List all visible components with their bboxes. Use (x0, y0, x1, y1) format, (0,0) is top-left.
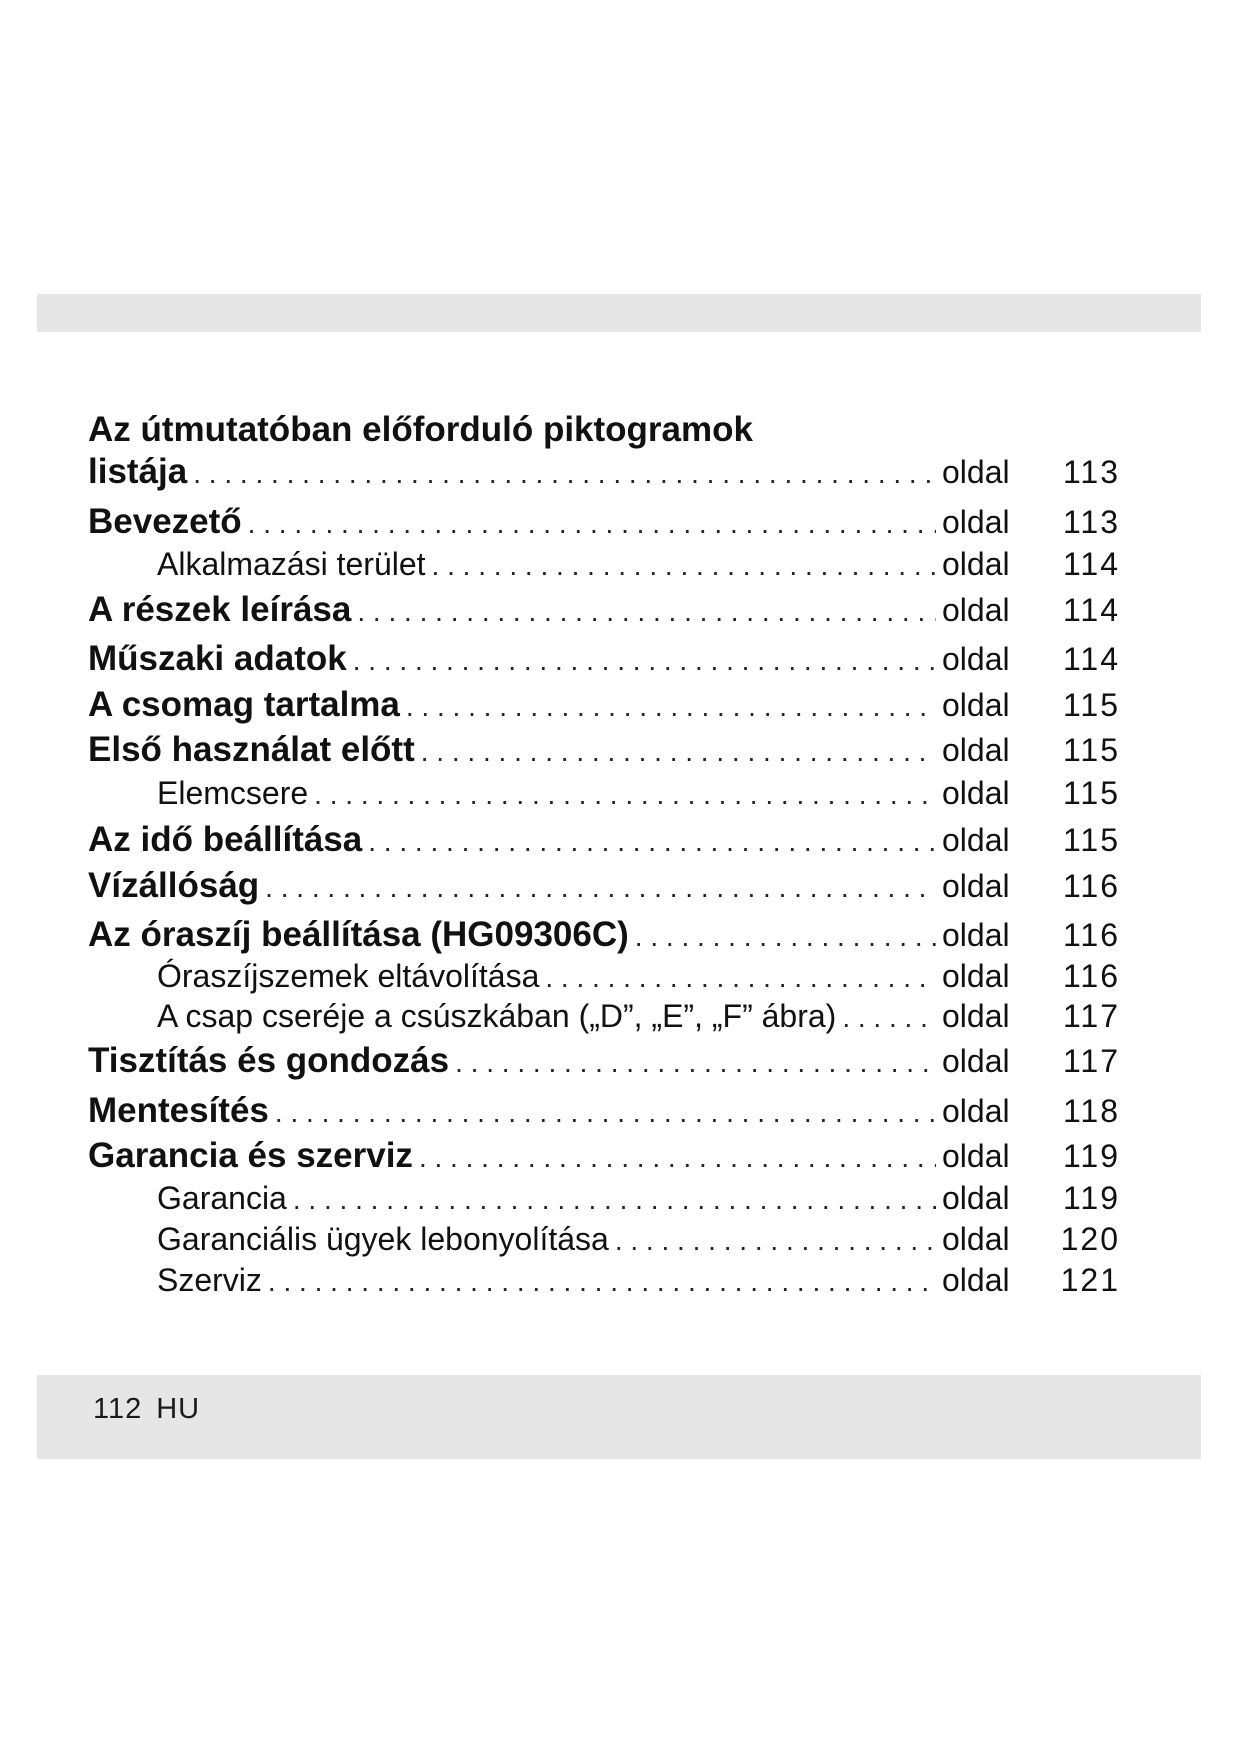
toc-entry[interactable] (88, 639, 1120, 679)
toc-entry-page: 120 (1060, 1221, 1120, 1257)
toc-entry[interactable] (88, 1136, 1120, 1176)
toc-entry-page: 113 (1062, 504, 1120, 540)
toc-entry-oldal: oldal (942, 1180, 1010, 1216)
toc-entry-oldal: oldal (942, 1138, 1010, 1174)
toc-entry[interactable] (88, 685, 1120, 725)
toc-entry-page: 119 (1062, 1138, 1120, 1174)
toc-entry[interactable] (88, 820, 1120, 860)
toc-subentry[interactable] (157, 775, 1120, 815)
dot-leader (275, 1097, 936, 1129)
toc-entry-title: listája (88, 452, 188, 491)
toc-entry-page: 114 (1062, 641, 1120, 677)
toc-entry-page: 114 (1062, 592, 1120, 628)
toc-entry-oldal: oldal (942, 868, 1010, 904)
dot-leader (615, 1225, 936, 1257)
toc-entry[interactable] (88, 590, 1120, 630)
toc-entry-oldal: oldal (942, 732, 1010, 768)
toc-entry-oldal: oldal (942, 958, 1010, 994)
toc-entry-page: 117 (1062, 1043, 1120, 1079)
toc-entry[interactable] (88, 730, 1120, 770)
toc-subentry[interactable] (157, 1262, 1120, 1302)
dot-leader (368, 826, 936, 858)
page-footer (93, 1393, 214, 1426)
page-number: 112 (93, 1393, 143, 1425)
toc-entry-title: A csap cseréje a csúszkában („D”, „E”, „F” ábra) (157, 998, 837, 1034)
toc-entry-title: A csomag tartalma (88, 685, 400, 724)
toc-subentry[interactable] (157, 1180, 1120, 1220)
toc-entry-title: Óraszíjszemek eltávolítása (157, 958, 540, 994)
toc-entry-page: 115 (1062, 775, 1120, 811)
toc-entry[interactable] (88, 452, 1120, 492)
dot-leader (455, 1047, 936, 1079)
language-code: HU (156, 1393, 201, 1425)
toc-entry-title: Műszaki adatok (88, 639, 347, 678)
dot-leader (268, 1266, 936, 1298)
toc-entry[interactable] (88, 915, 1120, 955)
toc-entry-page: 115 (1062, 732, 1120, 768)
toc-entry-page: 117 (1062, 998, 1120, 1034)
toc-entry-title: Az óraszíj beállítása (HG09306C) (88, 915, 629, 954)
toc-entry-title: Alkalmazási terület (157, 546, 426, 582)
dot-leader (545, 962, 936, 994)
toc-heading-line: Az útmutatóban előforduló piktogramok (88, 410, 753, 449)
dot-leader (406, 691, 936, 723)
toc-entry-title: Garancia (157, 1180, 287, 1216)
toc-subentry[interactable] (157, 958, 1120, 998)
toc-entry-page: 118 (1062, 1093, 1120, 1129)
toc-entry-title: Vízállóság (88, 866, 260, 905)
toc-entry-title: Az idő beállítása (88, 820, 363, 859)
toc-entry[interactable] (88, 502, 1120, 542)
toc-entry-oldal: oldal (942, 592, 1010, 628)
toc-entry[interactable] (88, 1091, 1120, 1131)
dot-leader (314, 779, 936, 811)
toc-entry-oldal: oldal (942, 917, 1010, 953)
toc-entry-oldal: oldal (942, 641, 1010, 677)
toc-entry-oldal: oldal (942, 454, 1010, 490)
toc-subentry[interactable] (157, 1221, 1120, 1261)
toc-entry-title: Garanciális ügyek lebonyolítása (157, 1221, 609, 1257)
toc-entry-oldal: oldal (942, 687, 1010, 723)
toc-entry-page: 116 (1062, 917, 1120, 953)
toc-entry-oldal: oldal (942, 822, 1010, 858)
dot-leader (419, 1142, 936, 1174)
toc-entry-page: 121 (1060, 1262, 1120, 1298)
toc-entry-title: Tisztítás és gondozás (88, 1041, 450, 1080)
dot-leader (842, 1002, 936, 1034)
toc-entry-page: 115 (1062, 822, 1120, 858)
dot-leader (432, 550, 936, 582)
toc-entry-title: Garancia és szerviz (88, 1136, 413, 1175)
toc-entry-oldal: oldal (942, 1043, 1010, 1079)
dot-leader (357, 596, 936, 628)
toc-entry-title: Mentesítés (88, 1091, 269, 1130)
toc-entry-oldal: oldal (942, 1221, 1010, 1257)
toc-subentry[interactable] (157, 998, 1120, 1038)
toc-entry-page: 116 (1062, 958, 1120, 994)
toc-entry-page: 116 (1062, 868, 1120, 904)
toc-entry-title: Elemcsere (157, 775, 309, 811)
dot-leader (293, 1184, 936, 1216)
toc-entry-title: Szerviz (157, 1262, 262, 1298)
toc-entry-oldal: oldal (942, 504, 1010, 540)
toc-entry-oldal: oldal (942, 1262, 1010, 1298)
toc-entry[interactable] (88, 866, 1120, 906)
toc-subentry[interactable] (157, 546, 1120, 586)
toc-entry-title: Első használat előtt (88, 730, 415, 769)
dot-leader (353, 645, 936, 677)
dot-leader (248, 508, 936, 540)
header-band (37, 294, 1201, 332)
toc-entry[interactable] (88, 1041, 1120, 1081)
dot-leader (421, 736, 936, 768)
dot-leader (635, 921, 936, 953)
toc-entry-oldal: oldal (942, 546, 1010, 582)
toc-entry-title: A részek leírása (88, 590, 352, 629)
toc-entry-oldal: oldal (942, 998, 1010, 1034)
toc-entry-page: 115 (1062, 687, 1120, 723)
dot-leader (265, 872, 936, 904)
dot-leader (193, 458, 936, 490)
toc-entry-oldal: oldal (942, 1093, 1010, 1129)
toc-entry-page: 114 (1062, 546, 1120, 582)
toc-entry-title: Bevezető (88, 502, 242, 541)
toc-entry-page: 119 (1062, 1180, 1120, 1216)
toc-entry-oldal: oldal (942, 775, 1010, 811)
toc-entry-page: 113 (1062, 454, 1120, 490)
